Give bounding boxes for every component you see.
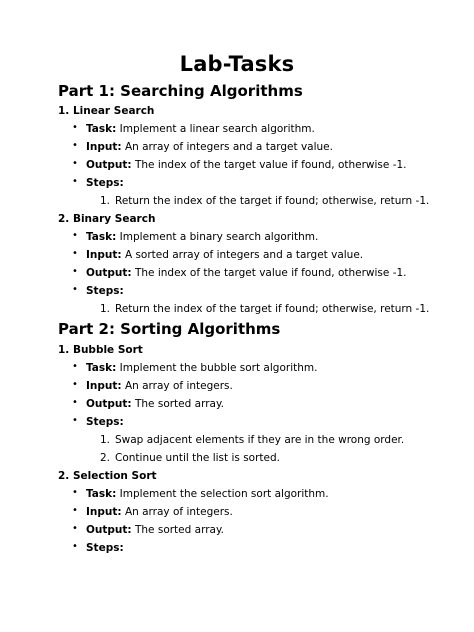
step-number: 2. bbox=[100, 452, 111, 464]
bullet-icon: • bbox=[72, 158, 78, 169]
output-text: The index of the target value if found, otherwise -1. bbox=[134, 267, 407, 279]
output-text: The index of the target value if found, otherwise -1. bbox=[134, 159, 407, 171]
page-title: Lab-Tasks bbox=[179, 52, 295, 76]
steps-label: Steps: bbox=[86, 416, 124, 428]
bullet-icon: • bbox=[72, 541, 78, 552]
steps-label: Steps: bbox=[86, 177, 124, 189]
step-number: 1. bbox=[100, 195, 111, 207]
bullet-icon: • bbox=[72, 122, 78, 133]
step-number: 1. bbox=[100, 434, 111, 446]
task-label: Task: bbox=[86, 362, 117, 374]
input-text: A sorted array of integers and a target value. bbox=[124, 249, 364, 261]
linear-search-heading: 1. Linear Search bbox=[58, 105, 155, 117]
output-text: The sorted array. bbox=[134, 398, 225, 410]
task-text: Implement the bubble sort algorithm. bbox=[119, 362, 318, 374]
input-label: Input: bbox=[86, 506, 122, 518]
task-label: Task: bbox=[86, 123, 117, 135]
task-text: Implement a binary search algorithm. bbox=[119, 231, 319, 243]
output-label: Output: bbox=[86, 398, 132, 410]
bubble-sort-heading: 1. Bubble Sort bbox=[58, 344, 143, 356]
steps-label: Steps: bbox=[86, 542, 124, 554]
step-text: Return the index of the target if found; otherwise, return -1. bbox=[115, 303, 430, 315]
bubble-step-1 bbox=[100, 434, 404, 446]
binary-step-1 bbox=[100, 303, 429, 315]
bullet-icon: • bbox=[72, 487, 78, 498]
step-number: 1. bbox=[100, 303, 111, 315]
bullet-icon: • bbox=[72, 361, 78, 372]
bullet-icon: • bbox=[72, 505, 78, 516]
part1-heading: Part 1: Searching Algorithms bbox=[58, 82, 303, 100]
input-label: Input: bbox=[86, 249, 122, 261]
bullet-icon: • bbox=[72, 176, 78, 187]
task-text: Implement a linear search algorithm. bbox=[119, 123, 315, 135]
step-text: Return the index of the target if found; otherwise, return -1. bbox=[115, 195, 430, 207]
part2-heading: Part 2: Sorting Algorithms bbox=[58, 320, 281, 338]
bullet-icon: • bbox=[72, 397, 78, 408]
output-text: The sorted array. bbox=[134, 524, 225, 536]
output-label: Output: bbox=[86, 267, 132, 279]
task-label: Task: bbox=[86, 231, 117, 243]
linear-step-1 bbox=[100, 195, 429, 207]
output-label: Output: bbox=[86, 159, 132, 171]
input-label: Input: bbox=[86, 380, 122, 392]
input-label: Input: bbox=[86, 141, 122, 153]
step-text: Continue until the list is sorted. bbox=[115, 452, 280, 464]
bullet-icon: • bbox=[72, 415, 78, 426]
bullet-icon: • bbox=[72, 266, 78, 277]
output-label: Output: bbox=[86, 524, 132, 536]
input-text: An array of integers. bbox=[124, 380, 233, 392]
bullet-icon: • bbox=[72, 379, 78, 390]
steps-label: Steps: bbox=[86, 285, 124, 297]
bullet-icon: • bbox=[72, 230, 78, 241]
selection-sort-heading: 2. Selection Sort bbox=[58, 470, 157, 482]
bullet-icon: • bbox=[72, 248, 78, 259]
bubble-step-2 bbox=[100, 452, 280, 464]
input-text: An array of integers. bbox=[124, 506, 233, 518]
task-label: Task: bbox=[86, 488, 117, 500]
bullet-icon: • bbox=[72, 523, 78, 534]
task-text: Implement the selection sort algorithm. bbox=[119, 488, 329, 500]
step-text: Swap adjacent elements if they are in the wrong order. bbox=[115, 434, 405, 446]
bullet-icon: • bbox=[72, 140, 78, 151]
input-text: An array of integers and a target value. bbox=[124, 141, 333, 153]
binary-search-heading: 2. Binary Search bbox=[58, 213, 156, 225]
bullet-icon: • bbox=[72, 284, 78, 295]
